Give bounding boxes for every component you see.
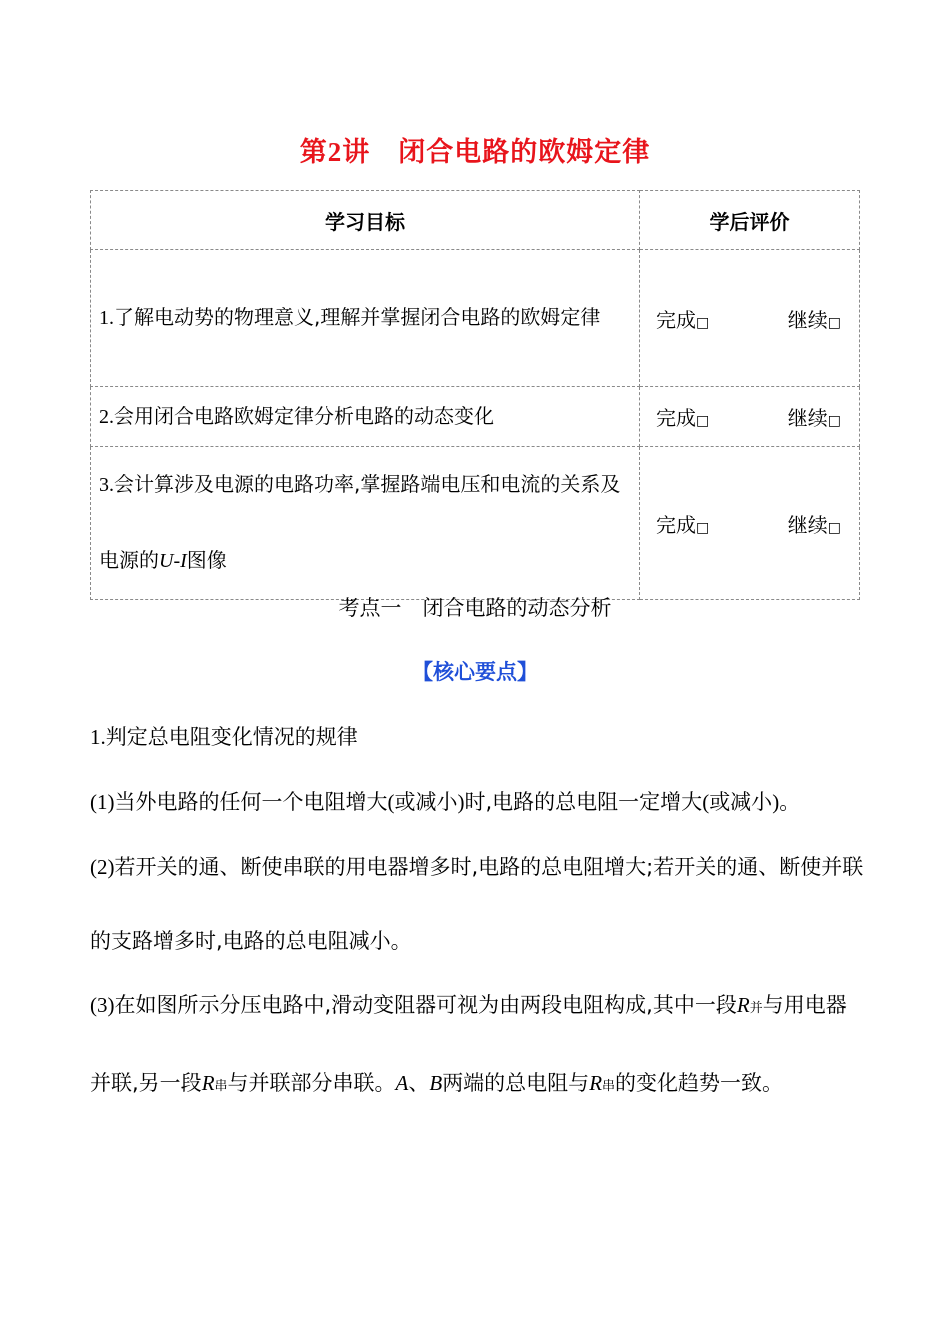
evaluation-cell (640, 447, 860, 600)
continue-checkbox[interactable]: 继续□ (787, 512, 841, 537)
done-checkbox[interactable]: 完成□ (656, 406, 710, 430)
table-header-row (91, 191, 860, 250)
table-row (91, 447, 860, 600)
header-learning-goals: 学习目标 (91, 191, 640, 250)
evaluation-cell (640, 387, 860, 447)
header-evaluation: 学后评价 (640, 191, 860, 250)
continue-checkbox[interactable]: 继续□ (787, 307, 841, 332)
goal-cell: 3.会计算涉及电源的电路功率,掌握路端电压和电流的关系及电源的U-I图像 (91, 447, 640, 600)
paragraph-2: (1)当外电路的任何一个电阻增大(或减小)时,电路的总电阻一定增大(或减小)。 (90, 790, 801, 814)
done-checkbox[interactable]: 完成□ (656, 307, 710, 332)
section-heading: 考点一 闭合电路的动态分析 (338, 596, 612, 620)
paragraph-3: (2)若开关的通、断使串联的用电器增多时,电路的总电阻增大;若开关的通、断使并联的支路增多时,电路的总电阻减小。 (90, 855, 864, 953)
done-checkbox[interactable]: 完成□ (656, 512, 710, 537)
goal-cell: 1.了解电动势的物理意义,理解并掌握闭合电路的欧姆定律 (91, 250, 640, 387)
goal-cell: 2.会用闭合电路欧姆定律分析电路的动态变化 (91, 387, 640, 447)
page-title: 第2讲 闭合电路的欧姆定律 (299, 137, 651, 168)
table-row (91, 250, 860, 387)
paragraph-4: (3)在如图所示分压电路中,滑动变阻器可视为由两段电阻构成,其中一段R并与用电器并联,另一段R串与并联部分串联。A、B两端的总电阻与R串的变化趋势一致。 (90, 993, 847, 1095)
paragraph-1: 1.判定总电阻变化情况的规律 (90, 725, 358, 749)
core-points-heading: 【核心要点】 (412, 660, 538, 684)
table-row (91, 387, 860, 447)
learning-goals-table (90, 190, 860, 600)
evaluation-cell (640, 250, 860, 387)
continue-checkbox[interactable]: 继续□ (787, 406, 841, 430)
